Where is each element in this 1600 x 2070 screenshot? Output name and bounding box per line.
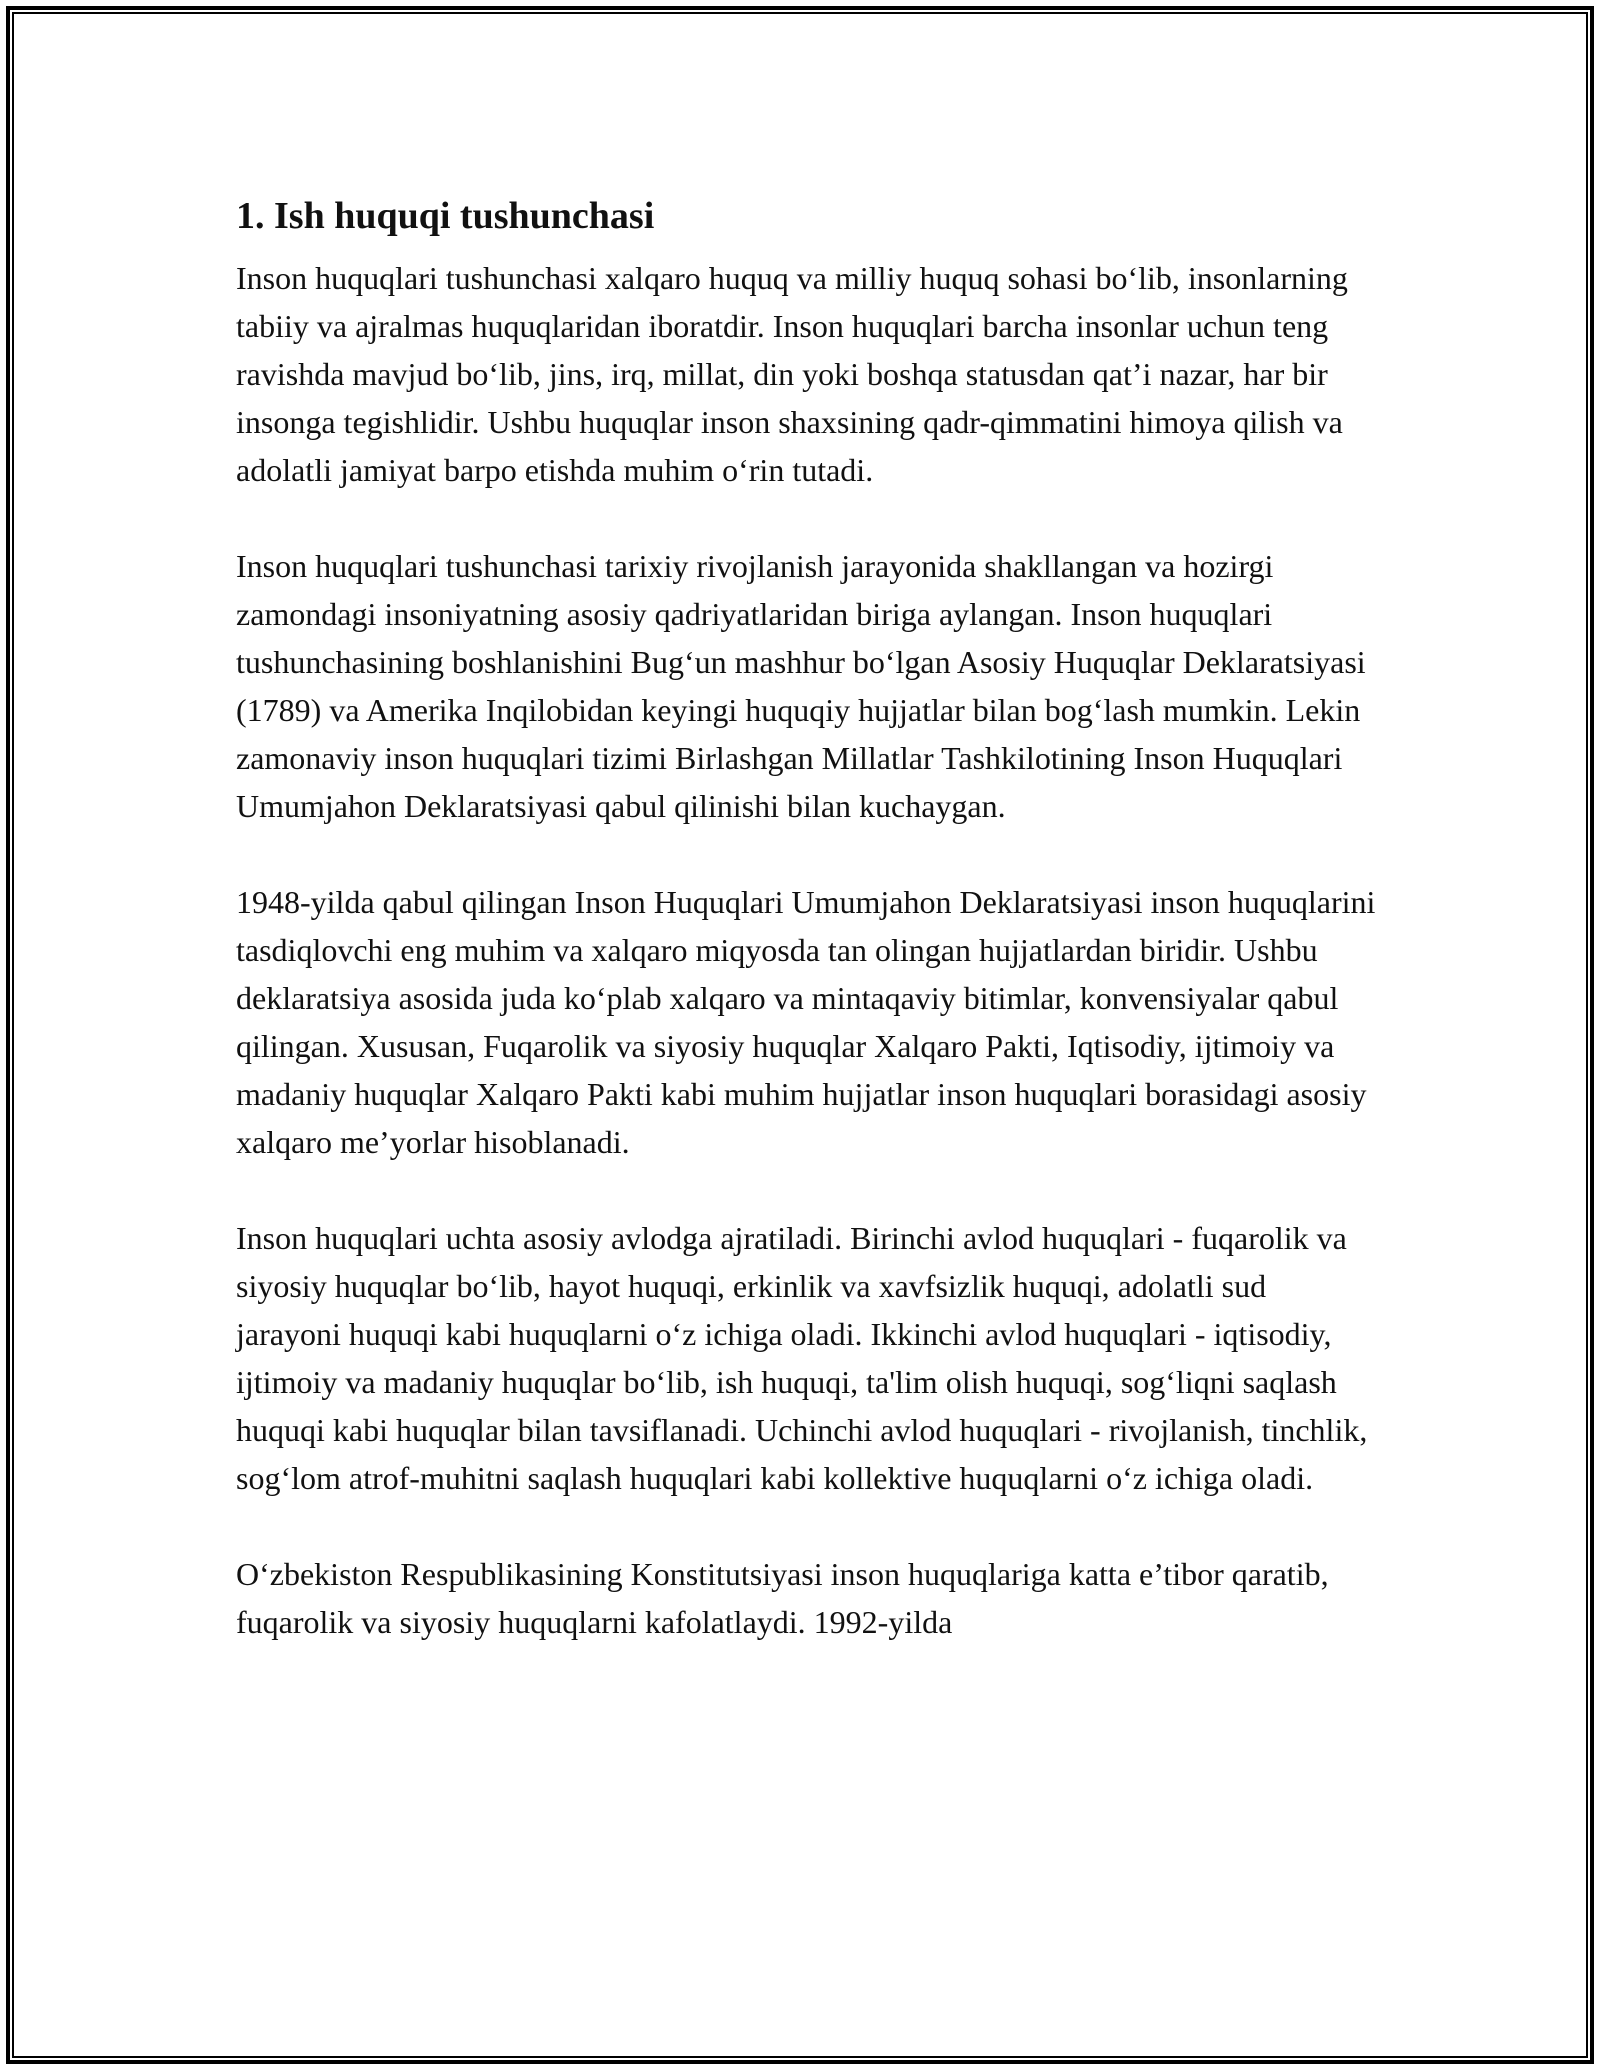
paragraph-2: Inson huquqlari tushunchasi tarixiy rivojlanish jarayonida shakllangan va hozirgi zamondagi insoniyatning asosiy qadriyatlaridan biriga aylangan. Inson huquqlari tushunchasining boshlanishini Bug‘un mashhur bo‘lgan Asosiy Huquqlar Deklaratsiyasi (1789) va Amerika Inqilobidan keyingi huquqiy hujjatlar bilan bog‘lash mumkin. Lekin zamonaviy inson huquqlari tizimi Birlashgan Millatlar Tashkilotining Inson Huquqlari Umumjahon Deklaratsiyasi qabul qilinishi bilan kuchaygan.	[236, 548, 1366, 824]
section-heading: 1. Ish huquqi tushunchasi	[236, 195, 655, 237]
paragraph-3: 1948-yilda qabul qilingan Inson Huquqlari Umumjahon Deklaratsiyasi inson huquqlarini tasdiqlovchi eng muhim va xalqaro miqyosda tan olingan hujjatlardan biridir. Ushbu deklaratsiya asosida juda ko‘plab xalqaro va mintaqaviy bitimlar, konvensiyalar qabul qilingan. Xususan, Fuqarolik va siyosiy huquqlar Xalqaro Pakti, Iqtisodiy, ijtimoiy va madaniy huquqlar Xalqaro Pakti kabi muhim hujjatlar inson huquqlari borasidagi asosiy xalqaro me’yorlar hisoblanadi.	[236, 884, 1376, 1160]
paragraph-1: Inson huquqlari tushunchasi xalqaro huquq va milliy huquq sohasi bo‘lib, insonlarning tabiiy va ajralmas huquqlaridan iboratdir. Inson huquqlari barcha insonlar uchun teng ravishda mavjud bo‘lib, jins, irq, millat, din yoki boshqa statusdan qat’i nazar, har bir insonga tegishlidir. Ushbu huquqlar inson shaxsining qadr-qimmatini himoya qilish va adolatli jamiyat barpo etishda muhim o‘rin tutadi.	[236, 260, 1348, 488]
paragraph-4: Inson huquqlari uchta asosiy avlodga ajratiladi. Birinchi avlod huquqlari - fuqarolik va siyosiy huquqlar bo‘lib, hayot huquqi, erkinlik va xavfsizlik huquqi, adolatli sud jarayoni huquqi kabi huquqlarni o‘z ichiga oladi. Ikkinchi avlod huquqlari - iqtisodiy, ijtimoiy va madaniy huquqlar bo‘lib, ish huquqi, ta'lim olish huquqi, sog‘liqni saqlash huquqi kabi huquqlar bilan tavsiflanadi. Uchinchi avlod huquqlari - rivojlanish, tinchlik, sog‘lom atrof-muhitni saqlash huquqlari kabi kollektive huquqlarni o‘z ichiga oladi.	[236, 1220, 1368, 1496]
document-body	[236, 184, 1376, 1646]
paragraph-5: O‘zbekiston Respublikasining Konstitutsiyasi inson huquqlariga katta e’tibor qaratib, fuqarolik va siyosiy huquqlarni kafolatlaydi. 1992-yilda	[236, 1556, 1329, 1640]
